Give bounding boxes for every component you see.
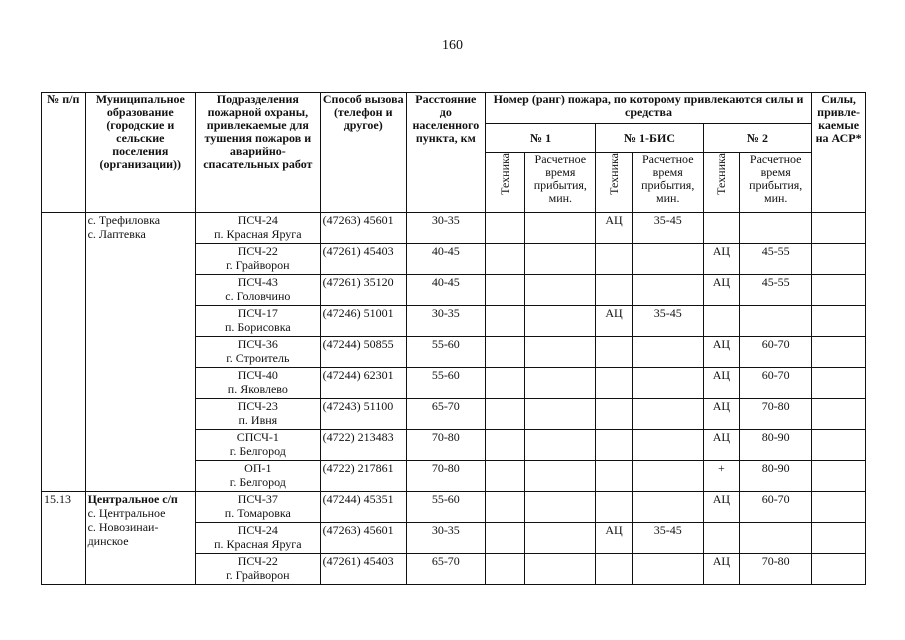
header-rank-2: № 2 bbox=[703, 124, 812, 153]
forces-cell bbox=[812, 368, 866, 399]
rank1bis-eta-cell: 35-45 bbox=[632, 213, 703, 244]
fire-unit-cell bbox=[196, 275, 321, 306]
fire-unit-location: п. Яковлево bbox=[227, 382, 288, 396]
fire-forces-table bbox=[41, 92, 866, 585]
rank2-eta-cell bbox=[740, 213, 812, 244]
fire-unit-location: п. Ивня bbox=[238, 413, 278, 427]
phone-cell: (47263) 45601 bbox=[320, 213, 406, 244]
fire-unit-name: ПСЧ-24 bbox=[237, 213, 278, 227]
rank2-eta-cell: 45-55 bbox=[740, 244, 812, 275]
fire-unit-location: г. Белгород bbox=[229, 444, 286, 458]
header-eta-1: Расчетное время прибытия, мин. bbox=[525, 153, 596, 213]
header-eta-2: Расчетное время прибытия, мин. bbox=[740, 153, 812, 213]
fire-unit-location: п. Борисовка bbox=[224, 320, 291, 334]
rank1-tech-cell bbox=[485, 554, 525, 585]
rank1-eta-cell bbox=[525, 244, 596, 275]
phone-cell: (47244) 62301 bbox=[320, 368, 406, 399]
rank2-tech-cell: + bbox=[703, 461, 739, 492]
forces-cell bbox=[812, 492, 866, 523]
fire-unit-location: г. Белгород bbox=[229, 475, 286, 489]
rank2-tech-cell bbox=[703, 523, 739, 554]
rank2-eta-cell: 70-80 bbox=[740, 399, 812, 430]
rank1bis-tech-cell: АЦ bbox=[596, 306, 632, 337]
rank1-tech-cell bbox=[485, 399, 525, 430]
rank1bis-tech-cell: АЦ bbox=[596, 213, 632, 244]
phone-cell: (47261) 35120 bbox=[320, 275, 406, 306]
rank1bis-tech-cell bbox=[596, 492, 632, 523]
header-rank-1bis: № 1-БИС bbox=[596, 124, 703, 153]
rank1bis-eta-cell bbox=[632, 492, 703, 523]
fire-unit-cell bbox=[196, 213, 321, 244]
rank2-eta-cell: 70-80 bbox=[740, 554, 812, 585]
fire-unit-location: п. Томаровка bbox=[224, 506, 291, 520]
municipality-name: Центральное с/п bbox=[87, 492, 178, 506]
fire-unit-name: ПСЧ-43 bbox=[237, 275, 278, 289]
rank1bis-tech-cell: АЦ bbox=[596, 523, 632, 554]
forces-cell bbox=[812, 523, 866, 554]
rank2-tech-cell: АЦ bbox=[703, 337, 739, 368]
forces-cell bbox=[812, 213, 866, 244]
forces-cell bbox=[812, 430, 866, 461]
distance-cell: 55-60 bbox=[406, 492, 485, 523]
settlement-name: с. Новозинаи- bbox=[87, 520, 159, 534]
municipality-cell bbox=[85, 492, 195, 585]
forces-cell bbox=[812, 275, 866, 306]
rank1-eta-cell bbox=[525, 399, 596, 430]
rank1-eta-cell bbox=[525, 554, 596, 585]
rank1bis-tech-cell bbox=[596, 275, 632, 306]
rank1bis-eta-cell bbox=[632, 337, 703, 368]
forces-cell bbox=[812, 337, 866, 368]
forces-cell bbox=[812, 306, 866, 337]
fire-unit-cell bbox=[196, 399, 321, 430]
distance-cell: 70-80 bbox=[406, 430, 485, 461]
header-units: Подразделения пожарной охраны, привлекаемые для тушения пожаров и аварийно-спасательных работ bbox=[196, 93, 321, 213]
rank1bis-eta-cell bbox=[632, 461, 703, 492]
fire-unit-name: ПСЧ-23 bbox=[237, 399, 278, 413]
forces-cell bbox=[812, 554, 866, 585]
distance-cell: 55-60 bbox=[406, 368, 485, 399]
fire-unit-name: ПСЧ-40 bbox=[237, 368, 278, 382]
rank1-eta-cell bbox=[525, 430, 596, 461]
rank1-tech-cell bbox=[485, 337, 525, 368]
rank1-tech-cell bbox=[485, 492, 525, 523]
fire-unit-name: ПСЧ-17 bbox=[237, 306, 278, 320]
phone-cell: (47244) 50855 bbox=[320, 337, 406, 368]
rank1-tech-cell bbox=[485, 306, 525, 337]
fire-unit-location: г. Грайворон bbox=[226, 568, 290, 582]
header-tech-1: Техника bbox=[497, 153, 512, 195]
phone-cell: (47243) 51100 bbox=[320, 399, 406, 430]
settlement-name: динское bbox=[87, 534, 129, 548]
rank2-eta-cell: 80-90 bbox=[740, 430, 812, 461]
rank2-tech-cell bbox=[703, 306, 739, 337]
phone-cell: (47263) 45601 bbox=[320, 523, 406, 554]
rank2-eta-cell bbox=[740, 306, 812, 337]
settlement-name: с. Лаптевка bbox=[87, 227, 146, 241]
rank1bis-tech-cell bbox=[596, 244, 632, 275]
municipality-cell bbox=[85, 213, 195, 492]
rank1bis-tech-cell bbox=[596, 368, 632, 399]
page-number: 160 bbox=[442, 38, 463, 53]
rank2-eta-cell: 60-70 bbox=[740, 368, 812, 399]
rank2-eta-cell: 60-70 bbox=[740, 492, 812, 523]
fire-unit-location: г. Строитель bbox=[226, 351, 290, 365]
header-municipality: Муниципальное образование (городские и сельские поселения (организации)) bbox=[85, 93, 195, 213]
header-fire-number: Номер (ранг) пожара, по которому привлекаются силы и средства bbox=[485, 93, 811, 124]
forces-cell bbox=[812, 461, 866, 492]
row-number: 15.13 bbox=[42, 492, 86, 585]
rank2-eta-cell: 60-70 bbox=[740, 337, 812, 368]
distance-cell: 65-70 bbox=[406, 399, 485, 430]
fire-unit-cell bbox=[196, 430, 321, 461]
rank2-eta-cell: 80-90 bbox=[740, 461, 812, 492]
rank2-tech-cell: АЦ bbox=[703, 244, 739, 275]
rank2-tech-cell: АЦ bbox=[703, 399, 739, 430]
rank1-eta-cell bbox=[525, 492, 596, 523]
rank2-tech-cell: АЦ bbox=[703, 492, 739, 523]
distance-cell: 30-35 bbox=[406, 306, 485, 337]
rank1bis-eta-cell: 35-45 bbox=[632, 523, 703, 554]
rank1-tech-cell bbox=[485, 368, 525, 399]
fire-unit-cell bbox=[196, 492, 321, 523]
rank1bis-eta-cell bbox=[632, 554, 703, 585]
rank2-tech-cell: АЦ bbox=[703, 368, 739, 399]
rank1-eta-cell bbox=[525, 306, 596, 337]
rank1-tech-cell bbox=[485, 244, 525, 275]
header-distance: Расстояние до населенного пункта, км bbox=[406, 93, 485, 213]
rank1bis-tech-cell bbox=[596, 337, 632, 368]
forces-cell bbox=[812, 399, 866, 430]
fire-unit-name: ПСЧ-22 bbox=[237, 554, 278, 568]
phone-cell: (47246) 51001 bbox=[320, 306, 406, 337]
rank1bis-eta-cell bbox=[632, 244, 703, 275]
table-body bbox=[42, 213, 866, 585]
header-num: № п/п bbox=[42, 93, 86, 213]
rank1bis-eta-cell bbox=[632, 275, 703, 306]
header-rank-1: № 1 bbox=[485, 124, 595, 153]
rank1-eta-cell bbox=[525, 523, 596, 554]
header-eta-1bis: Расчетное время прибытия, мин. bbox=[632, 153, 703, 213]
header-forces: Силы, привле-каемые на АСР* bbox=[812, 93, 866, 213]
distance-cell: 40-45 bbox=[406, 244, 485, 275]
rank1-eta-cell bbox=[525, 213, 596, 244]
fire-unit-name: ПСЧ-37 bbox=[237, 492, 278, 506]
table-row bbox=[42, 213, 866, 244]
rank2-eta-cell: 45-55 bbox=[740, 275, 812, 306]
fire-unit-location: п. Красная Яруга bbox=[214, 537, 302, 551]
distance-cell: 30-35 bbox=[406, 213, 485, 244]
rank1bis-tech-cell bbox=[596, 430, 632, 461]
row-number bbox=[42, 213, 86, 492]
phone-cell: (4722) 213483 bbox=[320, 430, 406, 461]
rank2-tech-cell: АЦ bbox=[703, 430, 739, 461]
rank2-tech-cell bbox=[703, 213, 739, 244]
fire-unit-location: п. Красная Яруга bbox=[214, 227, 302, 241]
fire-unit-cell bbox=[196, 306, 321, 337]
fire-unit-cell bbox=[196, 523, 321, 554]
rank1-eta-cell bbox=[525, 275, 596, 306]
rank2-tech-cell: АЦ bbox=[703, 554, 739, 585]
rank1-eta-cell bbox=[525, 337, 596, 368]
fire-unit-cell bbox=[196, 368, 321, 399]
fire-unit-cell bbox=[196, 461, 321, 492]
rank1-tech-cell bbox=[485, 275, 525, 306]
fire-unit-location: с. Головчино bbox=[225, 289, 291, 303]
header-tech-2: Техника bbox=[713, 153, 728, 195]
rank2-eta-cell bbox=[740, 523, 812, 554]
distance-cell: 30-35 bbox=[406, 523, 485, 554]
rank1-eta-cell bbox=[525, 461, 596, 492]
phone-cell: (47261) 45403 bbox=[320, 244, 406, 275]
rank1bis-eta-cell: 35-45 bbox=[632, 306, 703, 337]
fire-unit-location: г. Грайворон bbox=[226, 258, 290, 272]
fire-unit-cell bbox=[196, 244, 321, 275]
phone-cell: (47261) 45403 bbox=[320, 554, 406, 585]
rank1bis-eta-cell bbox=[632, 399, 703, 430]
rank1-eta-cell bbox=[525, 368, 596, 399]
header-tech-1bis: Техника bbox=[606, 153, 621, 195]
distance-cell: 40-45 bbox=[406, 275, 485, 306]
rank1bis-eta-cell bbox=[632, 430, 703, 461]
rank1-tech-cell bbox=[485, 523, 525, 554]
fire-unit-name: ПСЧ-24 bbox=[237, 523, 278, 537]
rank1bis-eta-cell bbox=[632, 368, 703, 399]
settlement-name: с. Трефиловка bbox=[87, 213, 161, 227]
rank1bis-tech-cell bbox=[596, 461, 632, 492]
fire-unit-name: ОП-1 bbox=[244, 461, 272, 475]
rank1-tech-cell bbox=[485, 461, 525, 492]
forces-cell bbox=[812, 244, 866, 275]
fire-unit-name: ПСЧ-22 bbox=[237, 244, 278, 258]
fire-unit-name: СПСЧ-1 bbox=[236, 430, 279, 444]
rank1-tech-cell bbox=[485, 213, 525, 244]
rank2-tech-cell: АЦ bbox=[703, 275, 739, 306]
rank1-tech-cell bbox=[485, 430, 525, 461]
settlement-name: с. Центральное bbox=[87, 506, 166, 520]
distance-cell: 55-60 bbox=[406, 337, 485, 368]
fire-unit-cell bbox=[196, 554, 321, 585]
fire-unit-name: ПСЧ-36 bbox=[237, 337, 278, 351]
fire-unit-cell bbox=[196, 337, 321, 368]
phone-cell: (4722) 217861 bbox=[320, 461, 406, 492]
distance-cell: 65-70 bbox=[406, 554, 485, 585]
rank1bis-tech-cell bbox=[596, 554, 632, 585]
distance-cell: 70-80 bbox=[406, 461, 485, 492]
table-row bbox=[42, 492, 866, 523]
phone-cell: (47244) 45351 bbox=[320, 492, 406, 523]
header-call-method: Способ вызова (телефон и другое) bbox=[320, 93, 406, 213]
rank1bis-tech-cell bbox=[596, 399, 632, 430]
